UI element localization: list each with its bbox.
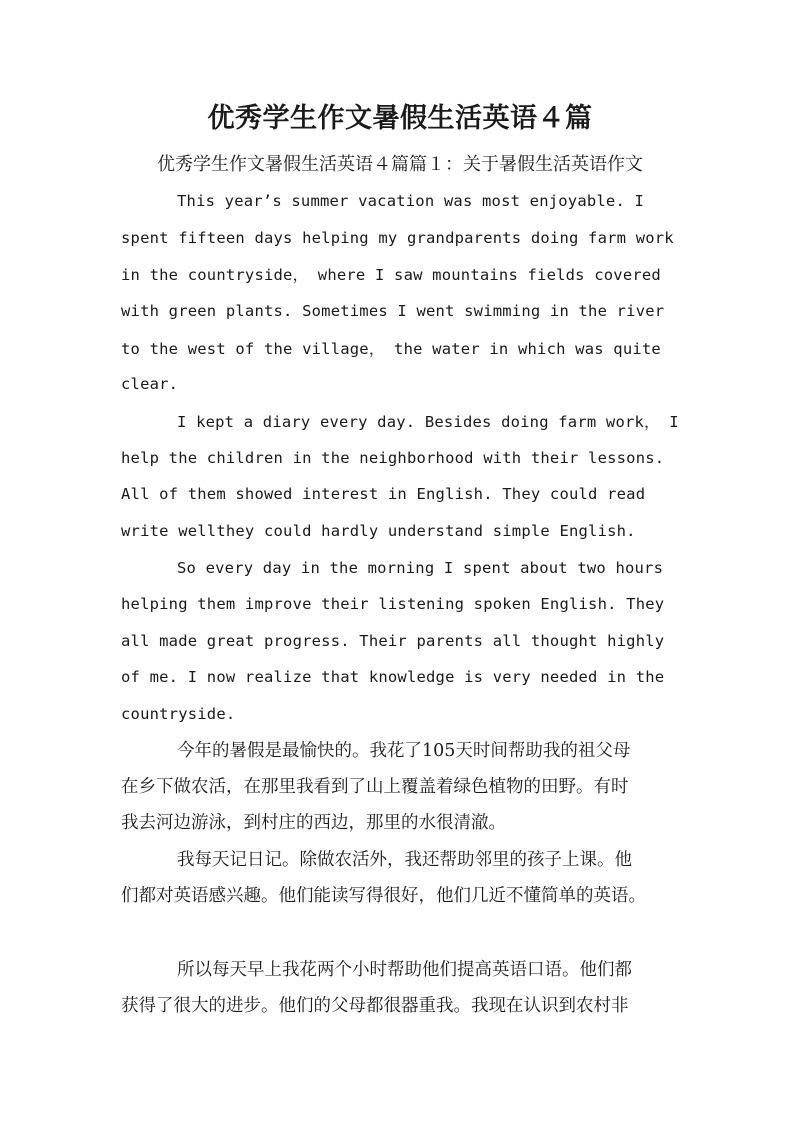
chinese-line: 今年的暑假是最愉快的。我花了105天时间帮助我的祖父母: [177, 741, 631, 761]
english-line: spent fifteen days helping my grandparents doing farm work: [121, 229, 674, 247]
english-line: write wellthey could hardly understand simple English.: [121, 522, 636, 540]
document-title: 优秀学生作文暑假生活英语４篇: [207, 103, 593, 134]
english-line: So every day in the morning I spent about two hours: [177, 559, 664, 577]
chinese-line: 在乡下做农活，在那里我看到了山上覆盖着绿色植物的田野。有时: [121, 777, 629, 797]
english-line: This year’s summer vacation was most enjoyable. I: [177, 192, 645, 210]
chinese-line: 我去河边游泳，到村庄的西边，那里的水很清澈。: [121, 813, 506, 833]
chinese-line: 们都对英语感兴趣。他们能读写得很好，他们几近不懂简单的英语。: [121, 886, 646, 906]
english-line: with green plants. Sometimes I went swimming in the river: [121, 302, 665, 320]
english-line: help the children in the neighborhood with their lessons.: [121, 449, 665, 467]
english-line: I kept a diary every day. Besides doing farm work， I: [177, 413, 679, 431]
english-line: countryside.: [121, 705, 236, 723]
english-line: helping them improve their listening spoken English. They: [121, 595, 665, 613]
chinese-line: 获得了很大的进步。他们的父母都很器重我。我现在认识到农村非: [121, 996, 629, 1016]
english-line: in the countryside， where I saw mountains fields covered: [121, 266, 661, 284]
english-line: all made great progress. Their parents all thought highly: [121, 632, 665, 650]
english-line: of me. I now realize that knowledge is very needed in the: [121, 668, 665, 686]
document-subtitle: 优秀学生作文暑假生活英语４篇篇１：关于暑假生活英语作文: [157, 154, 643, 175]
chinese-line: 所以每天早上我花两个小时帮助他们提高英语口语。他们都: [177, 960, 632, 980]
english-line: clear.: [121, 375, 179, 393]
english-line: All of them showed interest in English. They could read: [121, 485, 646, 503]
chinese-line: 我每天记日记。除做农活外，我还帮助邻里的孩子上课。他: [177, 850, 632, 870]
english-line: to the west of the village， the water in which was quite: [121, 340, 661, 358]
